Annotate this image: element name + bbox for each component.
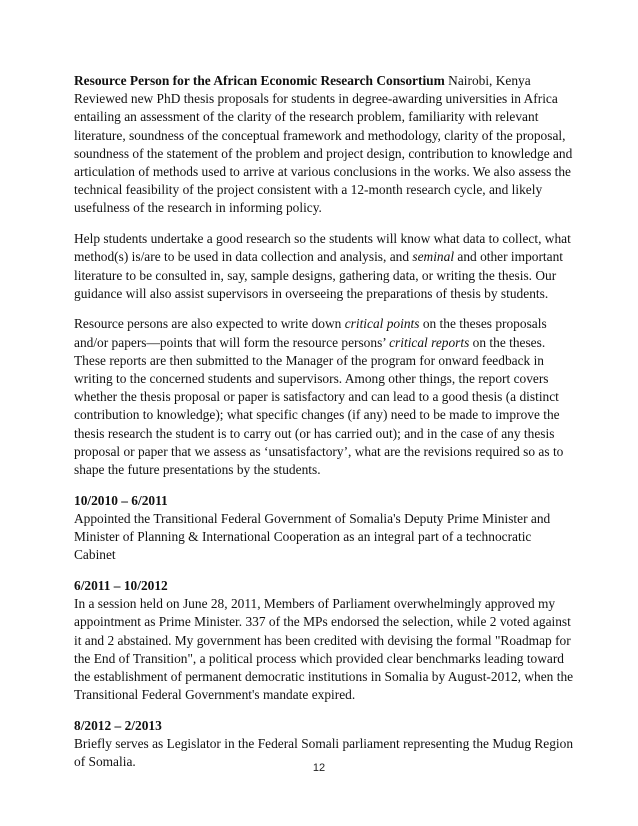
p2-text-a: Help students undertake a good research so the students will know what data to collect, what method(s) is/are to be used in data collection and analysis, and [74, 231, 571, 265]
consortium-heading: Resource Person for the African Economic Research Consortium [74, 73, 445, 88]
entry-prime-minister [74, 577, 574, 704]
entry-deputy-prime-minister [74, 492, 574, 565]
consortium-description: Reviewed new PhD thesis proposals for students in degree-awarding universities in Africa entailing an assessment of the clarity of the research problem, familiarity with relevant literature, soundness of the conceptual framework and methodology, clarity of the proposal, soundness of the statement of the problem and project design, contribution to knowledge and articulation of methods used to arrive at various conclusions in the works. We also assess the technical feasibility of the project consistent with a 12-month research cycle, and likely usefulness of the research in informing policy. [74, 91, 573, 216]
p3-text-b: on the theses proposals and/or papers—points that will form the resource persons’ [74, 316, 547, 350]
p2-text-b: and other important literature to be consulted in, say, sample designs, gathering data, or writing the thesis. Our guidance will also assist supervisors in overseeing the preparations of thesis by students. [74, 249, 564, 301]
entry-date: 10/2010 – 6/2011 [74, 492, 168, 508]
entry-date: 6/2011 – 10/2012 [74, 578, 168, 594]
consortium-paragraph-3 [74, 315, 574, 479]
consortium-paragraph-1 [74, 72, 574, 218]
p3-text-c: on the theses. These reports are then submitted to the Manager of the program for onward feedback in writing to the concerned students and supervisors. Among other things, the report covers whether the thesis proposal or paper is satisfactory and can lead to a good thesis (a distinct contribution to knowledge); what specific changes (if any) need to be made to improve the thesis research the student is to carry out (or has carried out); and in the case of any thesis proposal or paper that we assess as ‘unsatisfactory’, what are the revisions required so as to shape the future presentations by the students. [74, 334, 564, 478]
p2-emphasis-seminal: seminal [412, 249, 455, 265]
entry-text: Appointed the Transitional Federal Government of Somalia's Deputy Prime Minister and Minister of Planning & International Cooperation as an integral part of a technocratic Cabinet [74, 510, 551, 563]
entry-text: In a session held on June 28, 2011, Members of Parliament overwhelmingly approved my appointment as Prime Minister. 337 of the MPs endorsed the selection, while 2 voted against it and 2 abstained. My government has been credited with devising the formal "Roadmap for the End of Transition", a political process which provided clear benchmarks leading toward the establishment of permanent democratic institutions in Somalia by August-2012, when the Transitional Federal Government's mandate expired. [74, 596, 574, 703]
entry-date: 8/2012 – 2/2013 [74, 718, 162, 733]
consortium-location: Nairobi, Kenya [444, 73, 531, 88]
document-page [74, 72, 574, 784]
p3-text-a: Resource persons are also expected to write down [74, 316, 345, 332]
p3-emphasis-critical-reports: critical reports [389, 334, 470, 350]
p3-emphasis-critical-points: critical points [344, 316, 420, 332]
consortium-paragraph-2 [74, 230, 574, 303]
page-number: 12 [312, 762, 326, 774]
entry-text: Briefly serves as Legislator in the Federal Somali parliament representing the Mudug Region of Somalia. [74, 736, 574, 770]
